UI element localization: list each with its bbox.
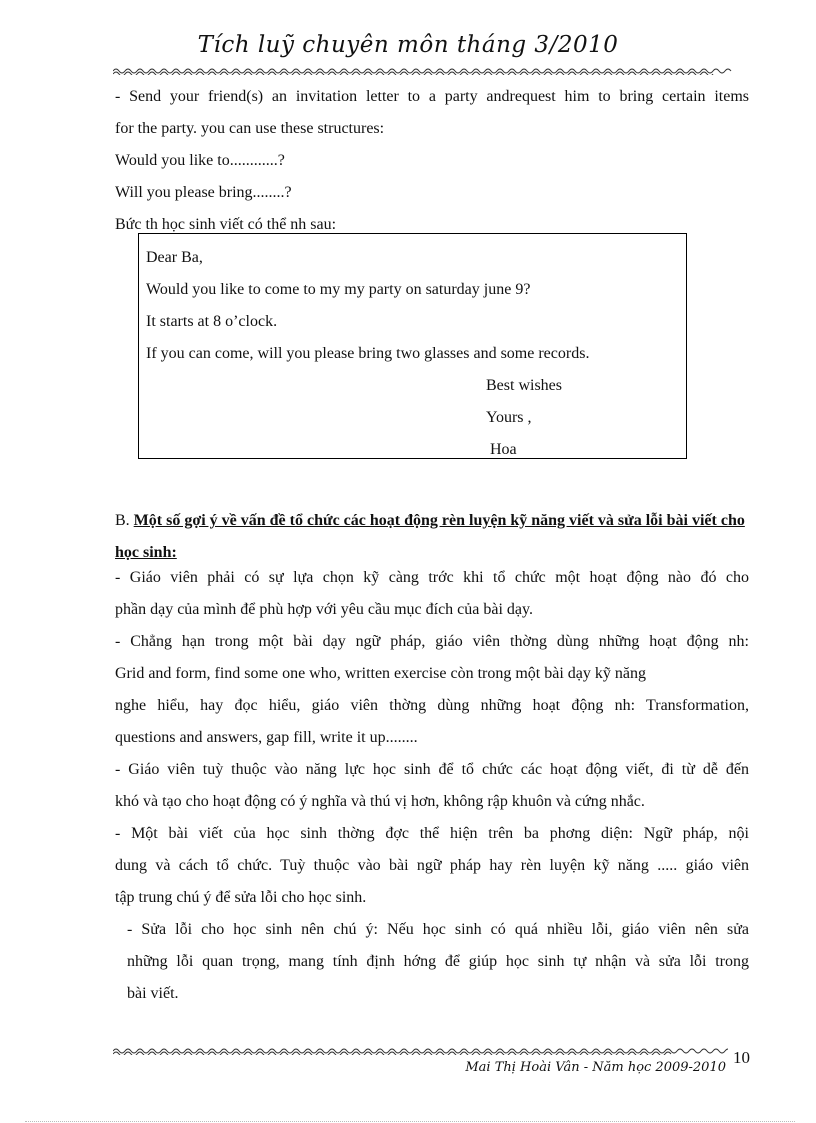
page-number: 10 — [733, 1048, 750, 1067]
paragraph-line: phần dạy của mình để phù hợp với yêu cầu mục đích của bài dạy. — [115, 601, 533, 618]
paragraph-line: - Chẳng hạn trong một bài dạy ngữ pháp, giáo viên thờng dùng những hoạt động nh: — [115, 633, 749, 650]
letter-greeting: Dear Ba, — [146, 249, 203, 266]
letter-body-line: If you can come, will you please bring two glasses and some records. — [146, 345, 590, 362]
header-wavy-divider — [113, 67, 750, 75]
paragraph-line: Would you like to............? — [115, 152, 285, 169]
paragraph-line: dung và cách tổ chức. Tuỳ thuộc vào bài ngữ pháp hay rèn luyện kỹ năng ..... giáo viên — [115, 857, 749, 874]
page-bottom-dotted-rule — [25, 1121, 795, 1122]
letter-signature: Hoa — [490, 441, 517, 458]
letter-body-line: It starts at 8 o’clock. — [146, 313, 278, 330]
paragraph-line: tập trung chú ý để sửa lỗi cho học sinh. — [115, 889, 367, 906]
paragraph-line: - Giáo viên tuỳ thuộc vào năng lực học sinh để tổ chức các hoạt động viết, đi từ dễ đến — [115, 761, 749, 778]
paragraph-line: - Send your friend(s) an invitation letter to a party andrequest him to bring certain items — [115, 88, 749, 105]
indented-paragraph-line: những lỗi quan trọng, mang tính định hớng để giúp học sinh tự nhận và sửa lỗi trong — [127, 953, 749, 970]
letter-closing: Best wishes — [486, 377, 562, 394]
letter-body-line: Would you like to come to my my party on saturday june 9? — [146, 281, 531, 298]
section-b-label: B. — [115, 512, 130, 529]
paragraph-line: Bức th học sinh viết có thể nh sau: — [115, 216, 337, 233]
indented-paragraph-line: bài viết. — [127, 985, 179, 1002]
paragraph-line: Will you please bring........? — [115, 184, 292, 201]
paragraph-line: questions and answers, gap fill, write it up........ — [115, 729, 418, 746]
paragraph-line: Grid and form, find some one who, written exercise còn trong một bài dạy kỹ năng — [115, 665, 646, 682]
paragraph-line: nghe hiểu, hay đọc hiểu, giáo viên thờng dùng những hoạt động nh: Transformation, — [115, 697, 749, 714]
paragraph-line: - Giáo viên phải có sự lựa chọn kỹ càng trớc khi tổ chức một hoạt động nào đó cho — [115, 569, 749, 586]
indented-paragraph-line: - Sửa lỗi cho học sinh nên chú ý: Nếu học sinh có quá nhiều lỗi, giáo viên nên sửa — [127, 921, 749, 938]
letter-yours: Yours , — [486, 409, 532, 426]
section-b-heading — [115, 505, 755, 569]
paragraph-line: - Một bài viết của học sinh thờng đợc thể hiện trên ba phơng diện: Ngữ pháp, nội — [115, 825, 749, 842]
section-b-title: Một số gợi ý về vấn đề tổ chức các hoạt động rèn luyện kỹ năng viết và sửa lỗi bài viết cho học sinh: — [115, 512, 745, 561]
footer-wavy-divider — [113, 1047, 728, 1055]
footer-author: Mai Thị Hoài Vân - Năm học 2009-2010 — [465, 1060, 726, 1075]
paragraph-line: khó và tạo cho hoạt động có ý nghĩa và thú vị hơn, không rập khuôn và cứng nhắc. — [115, 793, 645, 810]
page-header-title: Tích luỹ chuyên môn tháng 3/2010 — [197, 32, 619, 58]
paragraph-line: for the party. you can use these structures: — [115, 120, 385, 137]
